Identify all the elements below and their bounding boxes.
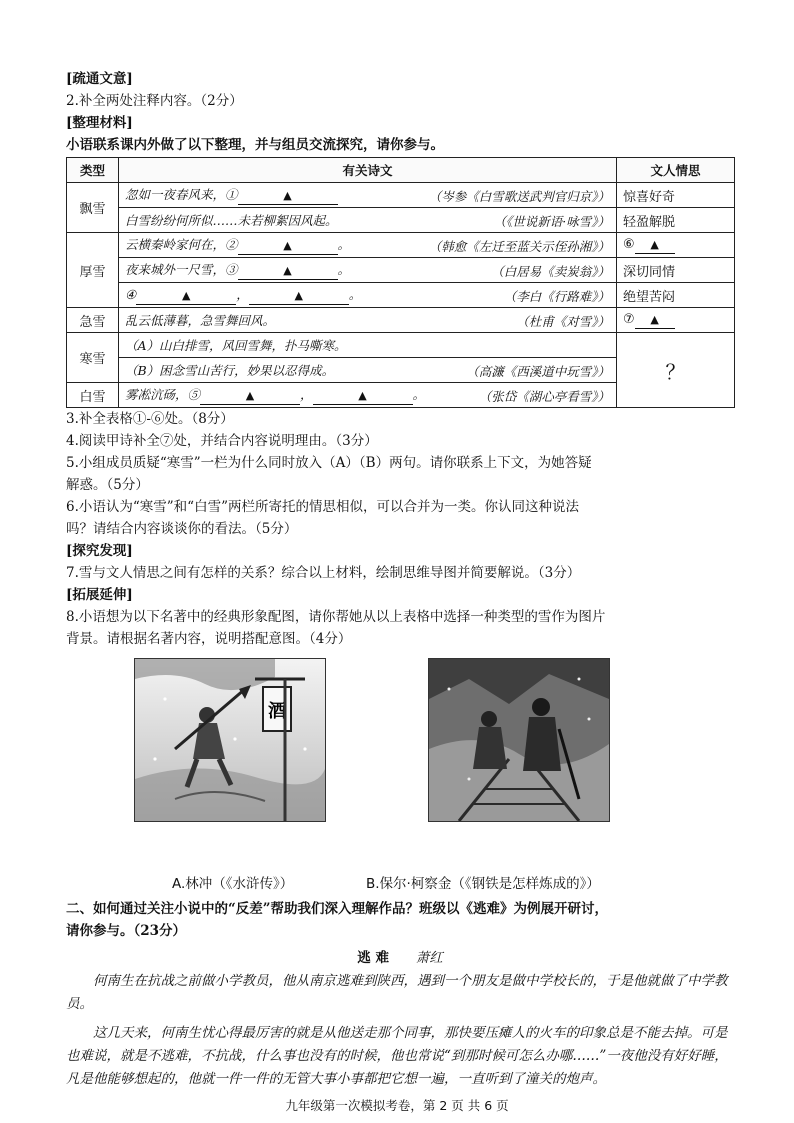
- blank-marker: ▲: [283, 264, 292, 277]
- blank-label-6: ⑥: [623, 236, 635, 252]
- blank-6[interactable]: [635, 237, 675, 254]
- poem-source: （韩愈《左迁至蓝关示侄孙湘》）: [428, 239, 610, 254]
- question-2: 2.补全两处注释内容。（2分）: [66, 93, 243, 109]
- table-row: [67, 333, 735, 358]
- poem-punct: ，: [236, 287, 249, 302]
- story-paragraph-1: 何南生在抗战之前做小学教员，他从南京逃难到陕西，遇到一个朋友是做中学校长的，于是他就做了中学教员。: [66, 973, 728, 1012]
- question-5-line1: 5.小组成员质疑“寒雪”一栏为什么同时放入（A）（B）两句。请你联系上下文，为她答疑: [66, 455, 592, 471]
- question-7: 7.雪与文人情思之间有怎样的关系？综合以上材料，绘制思维导图并简要解说。（3分）: [66, 565, 581, 581]
- poem-cell: [119, 358, 617, 383]
- poem-cell: [119, 308, 617, 333]
- poem-text: （A）山白排雪，风回雪舞，扑马嘶寒。: [125, 338, 347, 353]
- poem-text: 白雪纷纷何所似……未若柳絮因风起。: [125, 213, 338, 228]
- illustration-captions: [66, 872, 734, 896]
- poem-text: 云横秦岭家何在，②: [125, 237, 238, 252]
- blank-marker: ▲: [294, 289, 303, 302]
- poem-text: ④: [125, 287, 137, 302]
- poem-punct: 。: [348, 287, 362, 302]
- blank-marker: ▲: [283, 239, 292, 252]
- emotion-cell: [617, 308, 735, 333]
- wine-sign-text: 酒: [268, 701, 286, 722]
- section-heading-zhengli: [整理材料]: [66, 115, 133, 131]
- table-row: [67, 208, 735, 233]
- table-row: [67, 233, 735, 258]
- blank-7[interactable]: [635, 312, 675, 329]
- blank-label-7: ⑦: [623, 311, 635, 327]
- poem-cell: [119, 208, 617, 233]
- poem-punct: 。: [337, 262, 351, 277]
- caption-lin-chong: A.林冲（《水浒传》）: [172, 876, 294, 892]
- blank-marker: ▲: [358, 389, 367, 402]
- blank-marker: ▲: [650, 312, 659, 326]
- blank-marker: ▲: [283, 189, 292, 202]
- header-emotion: 文人情思: [617, 158, 735, 183]
- poem-punct: 。: [412, 387, 426, 402]
- poem-cell: [119, 383, 617, 408]
- table-intro: 小语联系课内外做了以下整理，并与组员交流探究，请你参与。: [66, 137, 444, 153]
- poem-text: 夜来城外一尺雪，③: [125, 262, 238, 277]
- poem-source: （岑参《白雪歌送武判官归京》）: [428, 189, 610, 204]
- emotion-cell: 绝望苦闷: [617, 283, 735, 308]
- blank-5b[interactable]: [313, 387, 413, 405]
- question-5-line2: 解惑。（5分）: [66, 477, 149, 493]
- blank-marker: ▲: [245, 389, 255, 402]
- blank-marker: ▲: [181, 289, 191, 302]
- table-row: [67, 308, 735, 333]
- question-6-line2: 吗？请结合内容谈谈你的看法。（5分）: [66, 521, 298, 537]
- question-8-line2: 背景。请根据名著内容，说明搭配意图。（4分）: [66, 631, 352, 647]
- question-8-line1: 8.小语想为以下名著中的经典形象配图，请你帮她从以上表格中选择一种类型的雪作为图片: [66, 609, 606, 625]
- poem-source: （杜甫《对雪》）: [516, 314, 610, 329]
- poem-text: 乱云低薄暮，急雪舞回风。: [125, 313, 276, 328]
- lin-chong-drawing: [135, 659, 325, 821]
- poem-text: 雾凇沆砀，⑤: [125, 387, 201, 402]
- poem-source: （《世说新语·咏雪》）: [493, 214, 610, 229]
- blank-4b[interactable]: [249, 287, 349, 305]
- table-row: [67, 283, 735, 308]
- poem-source: （张岱《湖心亭看雪》）: [478, 389, 610, 404]
- question-3: 3.补全表格①-⑥处。（8分）: [66, 411, 234, 427]
- question-4: 4.阅读甲诗补全⑦处，并结合内容说明理由。（3分）: [66, 433, 378, 449]
- blank-1[interactable]: [238, 187, 338, 205]
- header-type: 类型: [67, 158, 119, 183]
- question-6-line1: 6.小语认为“寒雪”和“白雪”两栏所寄托的情思相似，可以合并为一类。你认同这种说法: [66, 499, 579, 515]
- poem-cell: [119, 183, 617, 208]
- poem-source: （高濂《西溪道中玩雪》）: [466, 364, 610, 379]
- type-piao: 飘雪: [67, 183, 119, 233]
- illustration-row: [66, 650, 734, 872]
- illustration-pavel: [428, 658, 610, 822]
- part-2-heading-line2: 请你参与。（23分）: [66, 923, 187, 939]
- story-title-line: [66, 946, 734, 970]
- page-footer: 九年级第一次模拟考卷，第 2 页 共 6 页: [285, 1098, 509, 1113]
- emotion-cell: [617, 233, 735, 258]
- emotion-question: ？: [617, 333, 735, 408]
- poem-punct: ，: [300, 387, 313, 402]
- blank-3[interactable]: [238, 262, 338, 280]
- table-row: [67, 183, 735, 208]
- story-title: 逃 难: [357, 950, 389, 966]
- emotion-cell: 深切同情: [617, 258, 735, 283]
- section-heading-shutong: [疏通文意]: [66, 71, 133, 87]
- illustration-lin-chong: [134, 658, 326, 822]
- poem-cell: [119, 233, 617, 258]
- snow-poems-table: [66, 157, 735, 408]
- story-paragraph-2: 这几天来，何南生忧心得最厉害的就是从他送走那个同事，那快要压瘫人的火车的印象总是不能去掉。可是也难说，就是不逃难，不抗战，什么事也没有的时候，他也常说“到那时候可怎么办哪……”一夜他没有好好睡，凡是他能够想起的，他就一件一件的无管大事小事都把它想一遍，一直听到了潼关的炮声。: [66, 1025, 728, 1087]
- type-ji: 急雪: [67, 308, 119, 333]
- poem-cell: [119, 258, 617, 283]
- emotion-cell: 惊喜好奇: [617, 183, 735, 208]
- header-poems: 有关诗文: [119, 158, 617, 183]
- table-header-row: [67, 158, 735, 183]
- type-han: 寒雪: [67, 333, 119, 383]
- poem-source: （白居易《卖炭翁》）: [491, 264, 610, 279]
- blank-4a[interactable]: [136, 287, 236, 305]
- poem-text: （B）困念雪山苦行，妙果以忍得成。: [125, 363, 335, 378]
- poem-text: 忽如一夜春风来，①: [125, 187, 238, 202]
- poem-cell: [119, 283, 617, 308]
- table-row: [67, 258, 735, 283]
- blank-marker: ▲: [650, 237, 659, 251]
- blank-2[interactable]: [238, 237, 338, 255]
- story-author: 萧红: [415, 950, 443, 966]
- pavel-drawing: [429, 659, 609, 821]
- exam-page: [66, 68, 734, 1091]
- blank-5a[interactable]: [200, 387, 300, 405]
- poem-punct: 。: [337, 237, 351, 252]
- part-2-heading-line1: 二、如何通过关注小说中的“反差”帮助我们深入理解作品？班级以《逃难》为例展开研讨，: [66, 901, 609, 917]
- section-heading-tuozhan: [拓展延伸]: [66, 587, 133, 603]
- type-bai: 白雪: [67, 383, 119, 408]
- poem-source: （李白《行路难》）: [503, 289, 610, 304]
- caption-pavel: B.保尔·柯察金（《钢铁是怎样炼成的》）: [366, 876, 600, 892]
- emotion-cell: 轻盈解脱: [617, 208, 735, 233]
- type-hou: 厚雪: [67, 233, 119, 308]
- section-heading-tanjiu: [探究发现]: [66, 543, 133, 559]
- poem-cell: [119, 333, 617, 358]
